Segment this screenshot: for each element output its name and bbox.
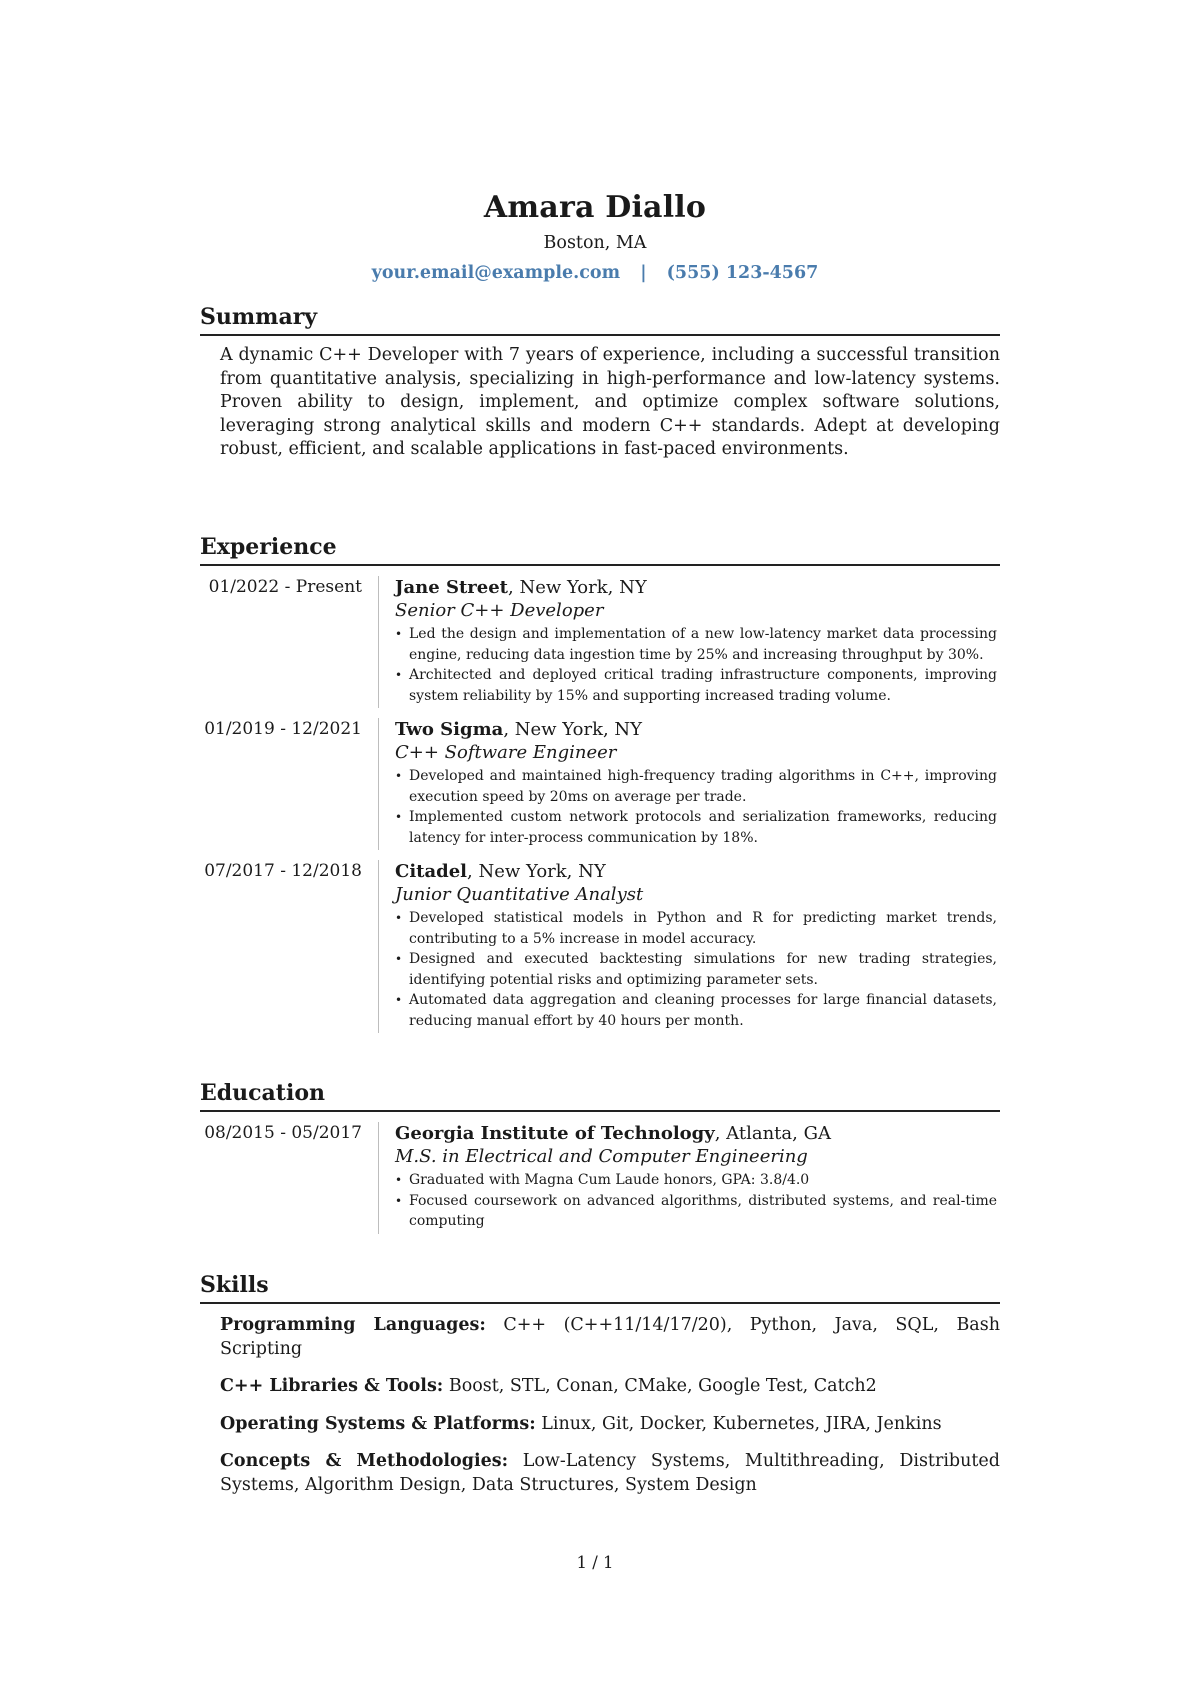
experience-organization-location: , New York, NY — [467, 861, 606, 882]
education-list — [200, 1122, 1000, 1234]
candidate-location: Boston, MA — [543, 233, 647, 253]
skill-category: Concepts & Methodologies: — [220, 1451, 509, 1471]
experience-role: C++ Software Engineer — [395, 742, 617, 763]
education-body — [378, 1122, 997, 1234]
phone-link[interactable]: (555) 123-4567 — [666, 263, 819, 283]
education-bullet: • Graduated with Magna Cum Laude honors, GPA: 3.8/4.0 — [395, 1170, 997, 1191]
experience-bullet: • Designed and executed backtesting simulations for new trading strategies, identifying potential risks and optimizing parameter sets. — [395, 949, 997, 990]
summary-text: A dynamic C++ Developer with 7 years of experience, including a successful transition from quantitative analysis, specializing in high-performance and low-latency systems. Proven ability to design, implement, and optimize complex software solutions, leveraging strong analytical skills and modern C++ standards. Adept at developing robust, efficient, and scalable applications in fast-paced environments. — [220, 345, 1000, 459]
experience-organization — [395, 718, 997, 741]
experience-bullet: • Led the design and implementation of a new low-latency market data processing engine, reducing data ingestion time by 25% and increasing throughput by 30%. — [395, 624, 997, 665]
experience-date: 01/2019 - 12/2021 — [204, 719, 362, 739]
skill-row — [220, 1375, 1000, 1399]
experience-role: Senior C++ Developer — [395, 600, 604, 621]
experience-section — [200, 532, 1000, 1033]
email-link[interactable]: your.email@example.com — [371, 263, 621, 283]
experience-organization — [395, 860, 997, 883]
education-organization — [395, 1122, 997, 1145]
experience-role: Junior Quantitative Analyst — [395, 884, 644, 905]
candidate-name: Amara Diallo — [483, 190, 707, 225]
skills-list — [200, 1314, 1000, 1497]
skill-row — [220, 1413, 1000, 1437]
section-title-education: Education — [200, 1078, 1000, 1112]
education-date: 08/2015 - 05/2017 — [204, 1123, 362, 1143]
experience-body — [378, 860, 997, 1033]
experience-bullets — [395, 766, 997, 848]
education-bullets — [395, 1170, 997, 1232]
experience-organization-name: Jane Street — [395, 577, 509, 598]
experience-organization-name: Citadel — [395, 861, 468, 882]
education-organization-location: , Atlanta, GA — [714, 1123, 831, 1144]
experience-organization — [395, 576, 997, 599]
page-number: 1 / 1 — [576, 1553, 614, 1572]
experience-organization-name: Two Sigma — [395, 719, 504, 740]
experience-bullet: • Architected and deployed critical trading infrastructure components, improving system reliability by 15% and supporting increased trading volume. — [395, 665, 997, 706]
section-title-skills: Skills — [200, 1270, 1000, 1304]
skill-category: Operating Systems & Platforms: — [220, 1413, 536, 1434]
resume-header — [0, 188, 1190, 286]
skill-row — [220, 1450, 1000, 1497]
experience-entry — [200, 576, 1000, 708]
contact-separator: | — [640, 263, 647, 283]
skill-values: Linux, Git, Docker, Kubernetes, JIRA, Jenkins — [535, 1413, 942, 1434]
experience-organization-location: , New York, NY — [508, 577, 647, 598]
section-title-experience: Experience — [200, 532, 1000, 566]
experience-entry — [200, 718, 1000, 850]
skill-row — [220, 1314, 1000, 1361]
education-organization-name: Georgia Institute of Technology — [395, 1123, 715, 1144]
education-section — [200, 1078, 1000, 1234]
experience-bullet: • Developed and maintained high-frequency trading algorithms in C++, improving execution speed by 20ms on average per trade. — [395, 766, 997, 807]
education-entry — [200, 1122, 1000, 1234]
experience-list — [200, 576, 1000, 1033]
skill-values: C++ (C++11/14/17/20), Python, Java, SQL, Bash Scripting — [220, 1315, 1000, 1359]
skills-section — [200, 1270, 1000, 1497]
skill-category: Programming Languages: — [220, 1315, 486, 1335]
experience-organization-location: , New York, NY — [503, 719, 643, 740]
summary-section — [200, 302, 1000, 462]
experience-bullet: • Developed statistical models in Python and R for predicting market trends, contributing to a 5% increase in model accuracy. — [395, 908, 997, 949]
education-role: M.S. in Electrical and Computer Engineering — [395, 1146, 808, 1167]
experience-bullet: • Implemented custom network protocols and serialization frameworks, reducing latency for inter-process communication by 18%. — [395, 807, 997, 848]
skill-values: Low-Latency Systems, Multithreading, Distributed Systems, Algorithm Design, Data Structures, System Design — [220, 1451, 1000, 1495]
experience-bullets — [395, 624, 997, 706]
section-title-summary: Summary — [200, 302, 1000, 336]
experience-date: 01/2022 - Present — [208, 577, 362, 597]
experience-entry — [200, 860, 1000, 1033]
experience-bullets — [395, 908, 997, 1031]
skill-values: Boost, STL, Conan, CMake, Google Test, Catch2 — [443, 1376, 877, 1396]
skill-category: C++ Libraries & Tools: — [220, 1376, 444, 1396]
experience-body — [378, 576, 997, 708]
education-bullet: • Focused coursework on advanced algorithms, distributed systems, and real-time computing — [395, 1191, 997, 1232]
experience-body — [378, 718, 997, 850]
experience-bullet: • Automated data aggregation and cleaning processes for large financial datasets, reducing manual effort by 40 hours per month. — [395, 990, 997, 1031]
experience-date: 07/2017 - 12/2018 — [204, 861, 362, 881]
contact-line — [0, 260, 1190, 286]
